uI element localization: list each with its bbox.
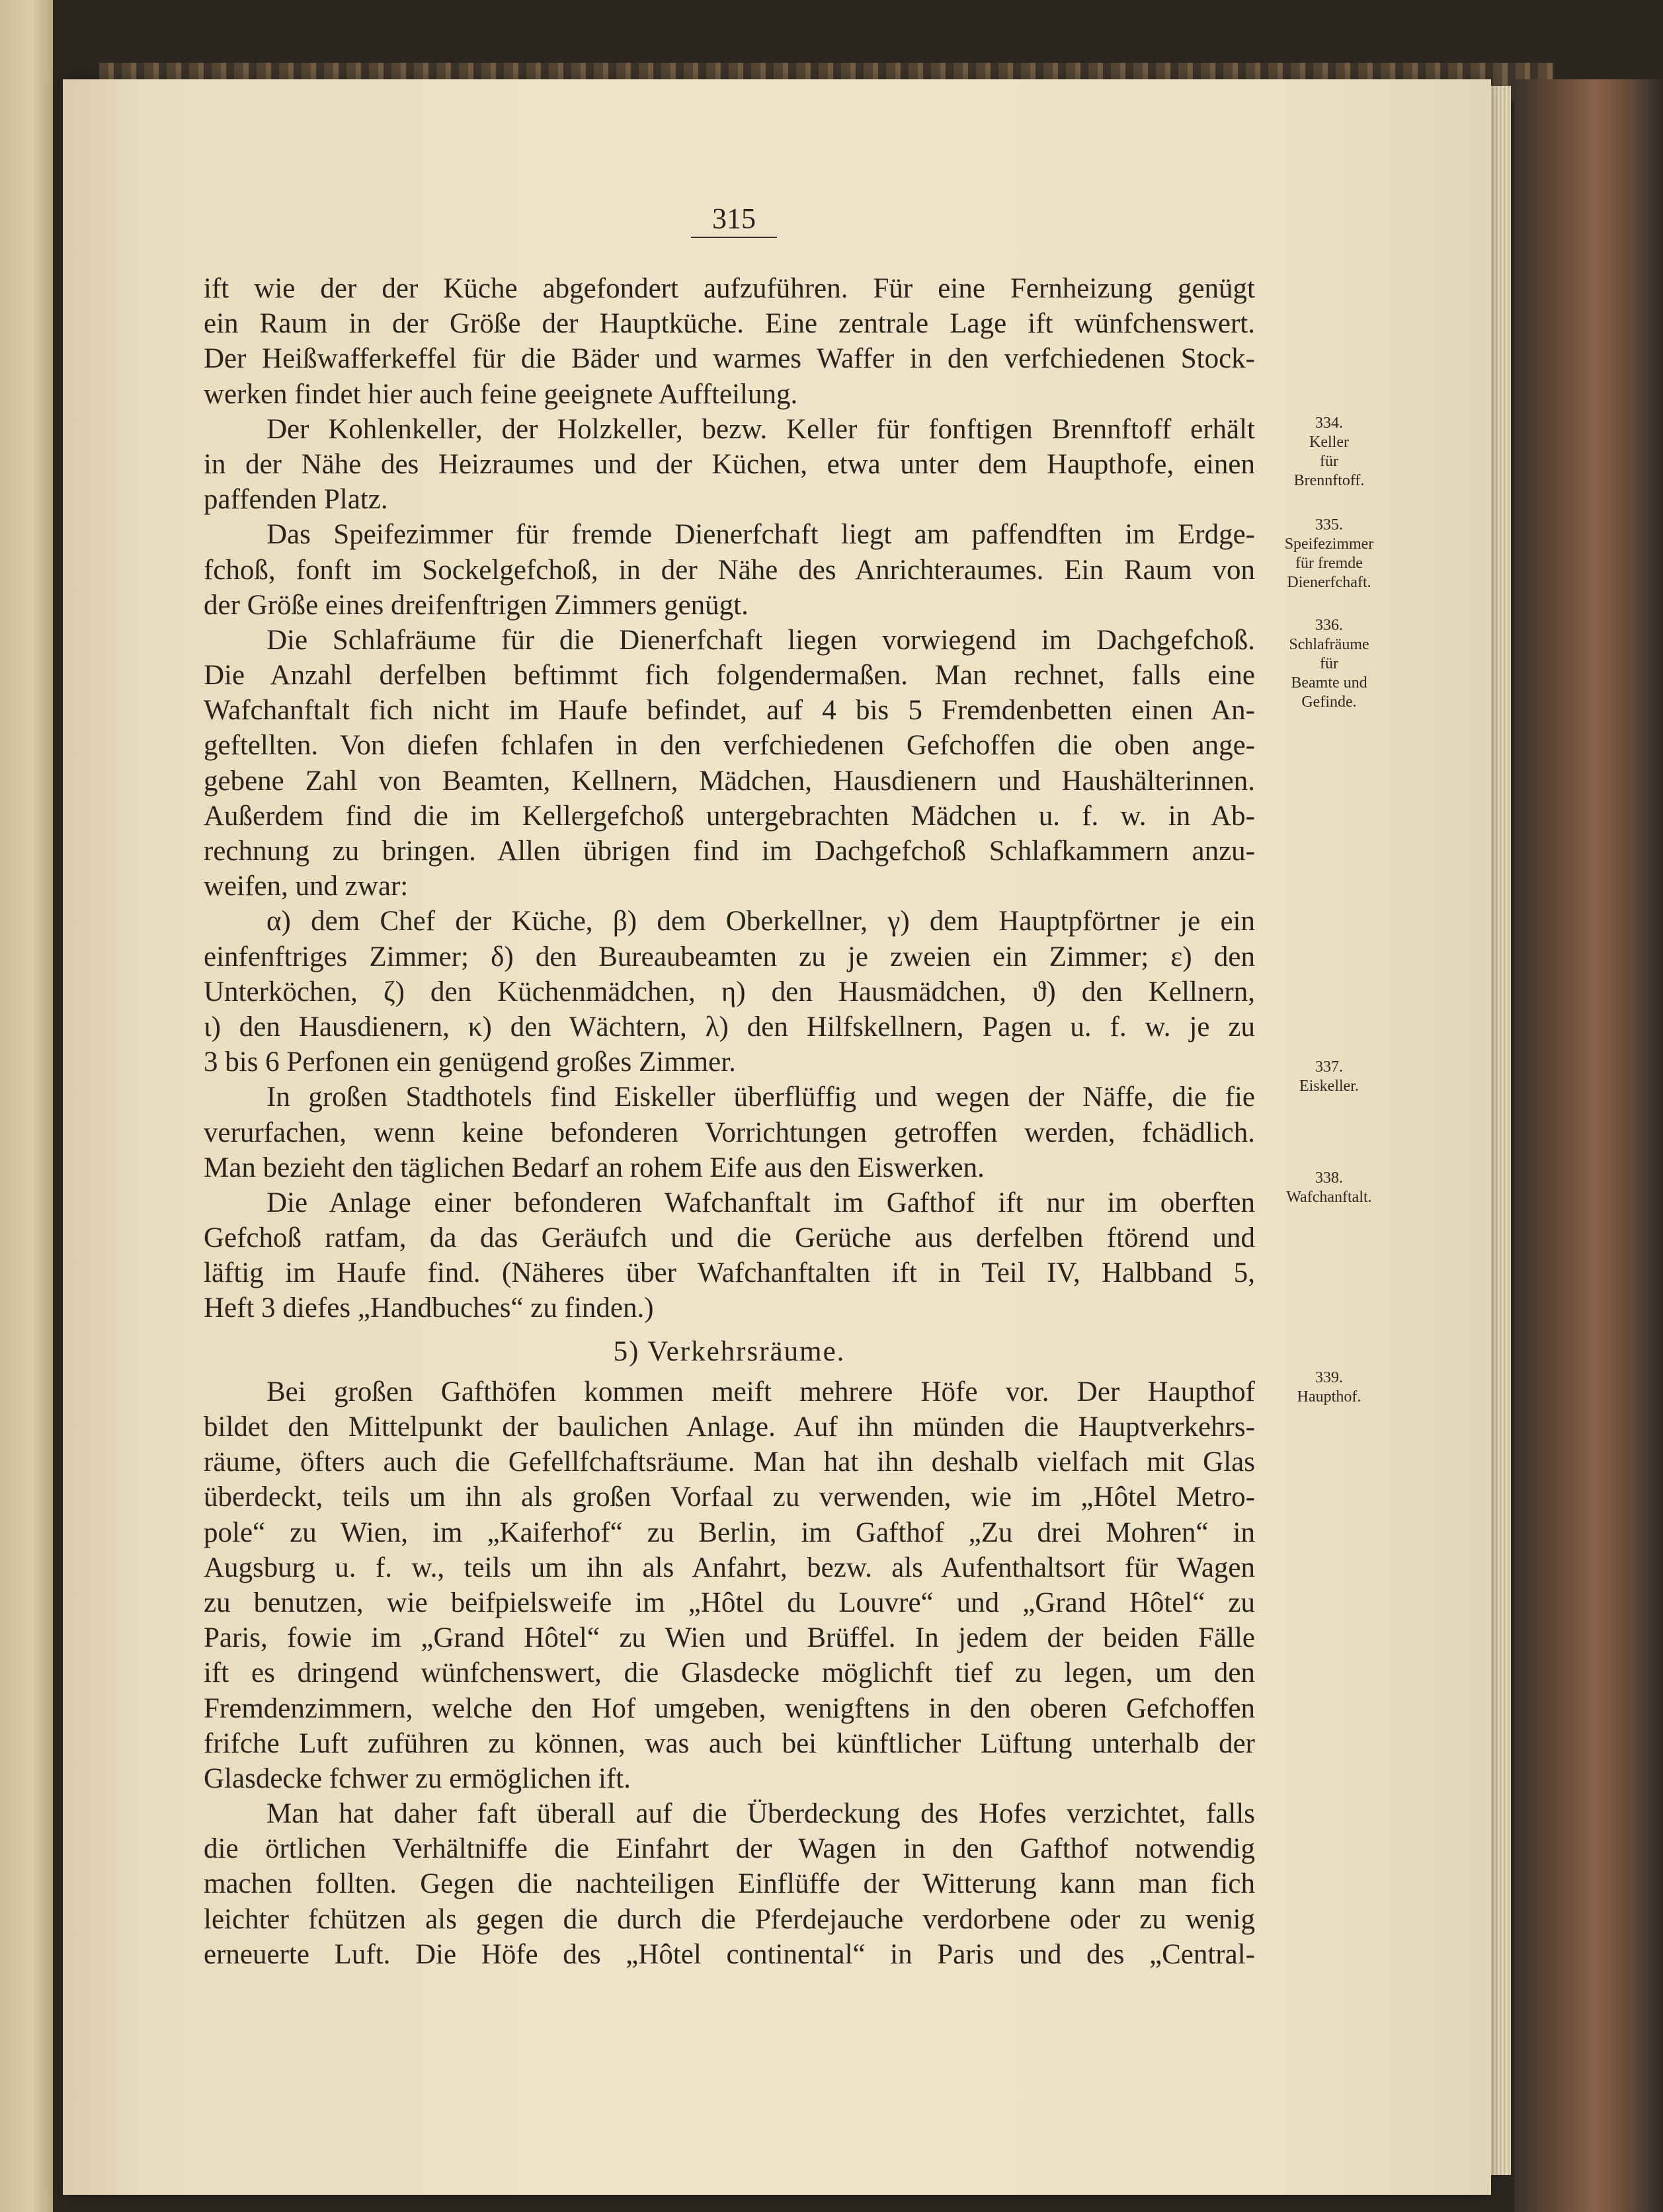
text-line: Das Speifezimmer für fremde Dienerfchaft liegt am paffendften im Erdge- bbox=[266, 519, 1255, 551]
text-line: α) dem Chef der Küche, β) dem Oberkellner, γ) dem Hauptpförtner je ein bbox=[266, 906, 1255, 937]
text-line: Außerdem find die im Kellergefchoß untergebrachten Mädchen u. f. w. in Ab- bbox=[204, 800, 1255, 832]
text-line: Heft 3 diefes „Handbuches“ zu finden.) bbox=[204, 1292, 654, 1324]
margin-note-line: für bbox=[1320, 655, 1338, 672]
text-line: zu benutzen, wie beifpielsweife im „Hôtel du Louvre“ und „Grand Hôtel“ zu bbox=[204, 1587, 1255, 1618]
text-line: In großen Stadthotels find Eiskeller überflüffig und wegen der Näffe, die fie bbox=[266, 1082, 1255, 1113]
margin-note-number: 338. bbox=[1315, 1169, 1343, 1187]
text-line: Man bezieht den täglichen Bedarf an rohem Eife aus den Eiswerken. bbox=[204, 1152, 985, 1183]
text-line: werken findet hier auch feine geeignete Auffteilung. bbox=[204, 378, 798, 410]
text-line: leichter fchützen als gegen die durch die Pferdejauche verdorbene oder zu wenig bbox=[204, 1903, 1255, 1935]
margin-note-line: Keller bbox=[1309, 434, 1349, 451]
text-line: Die Anlage einer befonderen Wafchanftalt im Gafthof ift nur im oberften bbox=[266, 1187, 1255, 1218]
margin-note-number: 339. bbox=[1315, 1369, 1343, 1386]
text-line: einfenftriges Zimmer; δ) den Bureaubeamten zu je zweien ein Zimmer; ε) den bbox=[204, 941, 1255, 972]
text-line: gebene Zahl von Beamten, Kellnern, Mädchen, Hausdienern und Haushälterinnen. bbox=[204, 765, 1255, 797]
margin-note-line: Speifezimmer bbox=[1284, 535, 1374, 553]
text-line: Augsburg u. f. w., teils um ihn als Anfahrt, bezw. als Aufenthaltsort für Wagen bbox=[204, 1552, 1255, 1583]
margin-note-line: Dienerfchaft. bbox=[1287, 574, 1371, 591]
margin-note-line: für bbox=[1320, 453, 1338, 470]
margin-note bbox=[1260, 414, 1399, 491]
text-line: Der Heißwafferkeffel für die Bäder und warmes Waffer in den verfchiedenen Stock- bbox=[204, 343, 1255, 375]
text-line: erneuerte Luft. Die Höfe des „Hôtel continental“ in Paris und des „Central- bbox=[204, 1938, 1255, 1970]
margin-note bbox=[1260, 516, 1399, 592]
margin-note-line: Beamte und bbox=[1291, 674, 1367, 691]
margin-note-line: für fremde bbox=[1295, 555, 1363, 572]
text-line: 3 bis 6 Perfonen ein genügend großes Zimmer. bbox=[204, 1047, 736, 1078]
text-line: Gefchoß ratfam, da das Geräufch und die Gerüche aus derfelben ftörend und bbox=[204, 1222, 1255, 1254]
text-line: frifche Luft zuführen zu können, was auch bei künftlicher Lüftung unterhalb der bbox=[204, 1727, 1255, 1759]
margin-note bbox=[1260, 1368, 1399, 1407]
text-line: verurfachen, wenn keine befonderen Vorrichtungen getroffen werden, fchädlich. bbox=[204, 1117, 1255, 1148]
left-page-edge bbox=[0, 0, 53, 2212]
text-line: ift wie der der Küche abgefondert aufzuführen. Für eine Fernheizung genügt bbox=[204, 273, 1255, 304]
text-line: fchoß, fonft im Sockelgefchoß, in der Nähe des Anrichteraumes. Ein Raum von bbox=[204, 554, 1255, 586]
margin-note bbox=[1260, 1058, 1399, 1096]
text-line: die örtlichen Verhältniffe die Einfahrt der Wagen in den Gafthof notwendig bbox=[204, 1833, 1255, 1865]
text-line: weifen, und zwar: bbox=[204, 871, 409, 902]
margin-note-number: 335. bbox=[1315, 516, 1343, 533]
body-text bbox=[204, 271, 1255, 1972]
text-line: räume, öfters auch die Gefellfchaftsräume. Man hat ihn deshalb vielfach mit Glas bbox=[204, 1446, 1255, 1478]
text-line: der Größe eines dreifenftrigen Zimmers genügt. bbox=[204, 589, 749, 621]
text-line: geftellten. Von diefen fchlafen in den verfchiedenen Gefchoffen die oben ange- bbox=[204, 730, 1255, 762]
text-line: überdeckt, teils um ihn als großen Vorfaal zu verwenden, wie im „Hôtel Metro- bbox=[204, 1481, 1255, 1513]
text-line: pole“ zu Wien, im „Kaiferhof“ zu Berlin, im Gafthof „Zu drei Mohren“ in bbox=[204, 1517, 1255, 1548]
text-line: Man hat daher faft überall auf die Überdeckung des Hofes verzichtet, falls bbox=[266, 1798, 1255, 1830]
text-line: Paris, fowie im „Grand Hôtel“ zu Wien und Brüffel. In jedem der beiden Fälle bbox=[204, 1622, 1255, 1654]
text-line: in der Nähe des Heizraumes und der Küchen, etwa unter dem Haupthofe, einen bbox=[204, 448, 1255, 480]
text-line: bildet den Mittelpunkt der baulichen Anlage. Auf ihn münden die Hauptverkehrs- bbox=[204, 1411, 1255, 1442]
margin-note-number: 337. bbox=[1315, 1058, 1343, 1076]
text-line: Die Schlafräume für die Dienerfchaft liegen vorwiegend im Dachgefchoß. bbox=[266, 624, 1255, 656]
margin-note-number: 334. bbox=[1315, 415, 1343, 432]
text-line: ift es dringend wünfchenswert, die Glasdecke möglichft tief zu legen, um den bbox=[204, 1657, 1255, 1689]
text-line: Die Anzahl derfelben beftimmt fich folgendermaßen. Man rechnet, falls eine bbox=[204, 660, 1255, 691]
book-cover-edge bbox=[1514, 79, 1663, 2212]
text-line: rechnung zu bringen. Allen übrigen find im Dachgefchoß Schlafkammern anzu- bbox=[204, 836, 1255, 867]
margin-note bbox=[1260, 616, 1399, 712]
margin-note-line: Gefinde. bbox=[1301, 693, 1357, 711]
margin-note-line: Haupthof. bbox=[1297, 1388, 1361, 1405]
text-line: Fremdenzimmern, welche den Hof umgeben, wenigftens in den oberen Gefchoffen bbox=[204, 1692, 1255, 1724]
text-line: Der Kohlenkeller, der Holzkeller, bezw. Keller für fonftigen Brennftoff erhält bbox=[266, 413, 1255, 445]
margin-note-line: Eiskeller. bbox=[1299, 1078, 1359, 1095]
text-line: Unterköchen, ζ) den Küchenmädchen, η) den Hausmädchen, ϑ) den Kellnern, bbox=[204, 976, 1255, 1007]
text-line: machen follten. Gegen die nachteiligen Einflüffe der Witterung kann man fich bbox=[204, 1868, 1255, 1900]
section-heading: 5) Verkehrsräume. bbox=[613, 1335, 846, 1367]
page-number-block bbox=[661, 202, 807, 238]
margin-note-line: Schlafräume bbox=[1289, 636, 1369, 653]
page-number: 315 bbox=[691, 202, 777, 238]
margin-note-line: Wafchanftalt. bbox=[1286, 1189, 1372, 1206]
text-line: paffenden Platz. bbox=[204, 484, 388, 516]
text-line: Glasdecke fchwer zu ermöglichen ift. bbox=[204, 1762, 631, 1794]
text-line: ein Raum in der Größe der Hauptküche. Eine zentrale Lage ift wünfchenswert. bbox=[204, 308, 1255, 340]
text-line: läftig im Haufe find. (Näheres über Wafchanftalten ift in Teil IV, Halbband 5, bbox=[204, 1257, 1255, 1289]
margin-note-number: 336. bbox=[1315, 617, 1343, 634]
margin-note-line: Brennftoff. bbox=[1293, 472, 1365, 489]
text-line: ι) den Hausdienern, κ) den Wächtern, λ) den Hilfskellnern, Pagen u. f. w. je zu bbox=[204, 1011, 1255, 1043]
text-line: Wafchanftalt fich nicht im Haufe befindet, auf 4 bis 5 Fremdenbetten einen An- bbox=[204, 695, 1255, 727]
margin-note bbox=[1260, 1169, 1399, 1207]
text-line: Bei großen Gafthöfen kommen meift mehrere Höfe vor. Der Haupthof bbox=[266, 1376, 1255, 1407]
